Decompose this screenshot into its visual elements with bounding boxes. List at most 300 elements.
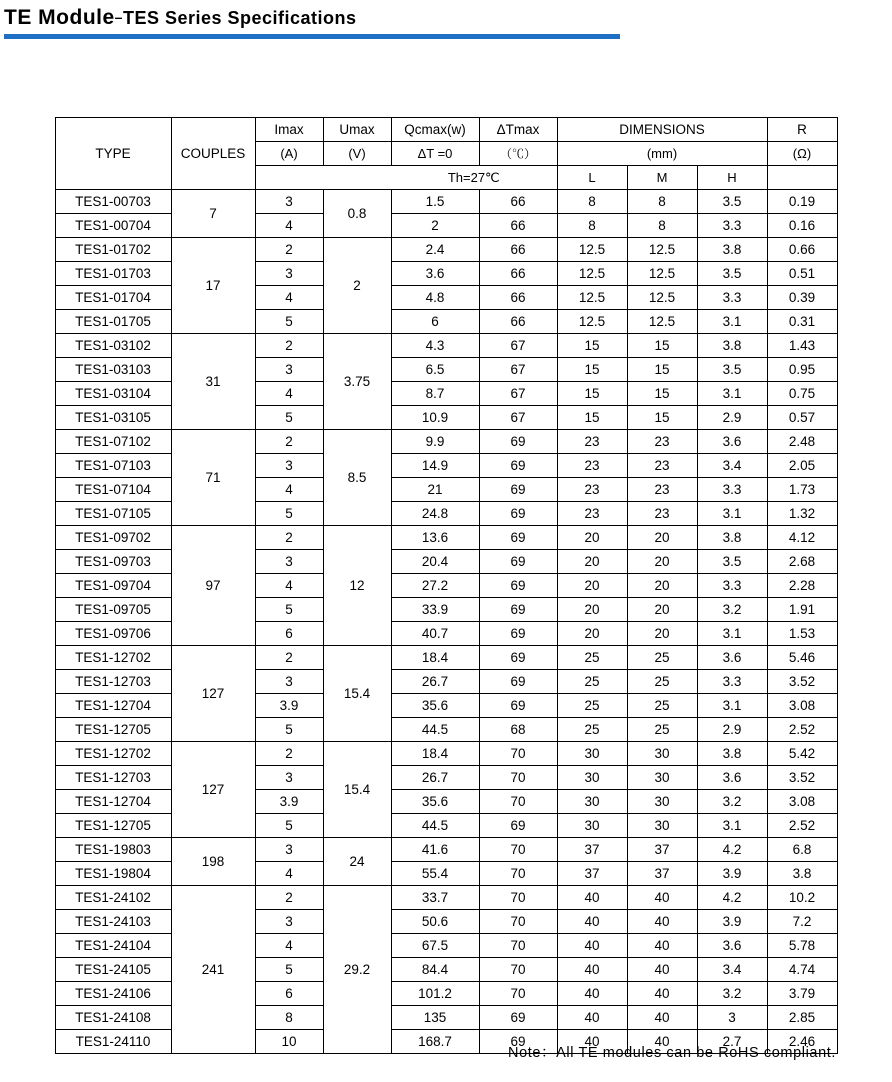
cell-h: 3.8 [697, 334, 767, 358]
cell-l: 20 [557, 598, 627, 622]
cell-umax: 15.4 [323, 742, 391, 838]
cell-r: 0.51 [767, 262, 837, 286]
cell-dtmax: 69 [479, 670, 557, 694]
cell-couples: 127 [171, 742, 255, 838]
cell-m: 30 [627, 814, 697, 838]
cell-l: 20 [557, 622, 627, 646]
cell-l: 15 [557, 334, 627, 358]
cell-imax: 4 [255, 286, 323, 310]
cell-dtmax: 67 [479, 382, 557, 406]
cell-type: TES1-07105 [55, 502, 171, 526]
cell-r: 1.43 [767, 334, 837, 358]
cell-l: 25 [557, 646, 627, 670]
cell-r: 0.75 [767, 382, 837, 406]
cell-dtmax: 69 [479, 454, 557, 478]
cell-h: 3.5 [697, 190, 767, 214]
cell-m: 40 [627, 886, 697, 910]
cell-qcmax: 4.3 [391, 334, 479, 358]
cell-dtmax: 66 [479, 310, 557, 334]
cell-type: TES1-09703 [55, 550, 171, 574]
cell-imax: 3 [255, 550, 323, 574]
cell-qcmax: 101.2 [391, 982, 479, 1006]
specifications-table [55, 117, 838, 1054]
cell-h: 3.3 [697, 478, 767, 502]
cell-type: TES1-09706 [55, 622, 171, 646]
cell-type: TES1-07103 [55, 454, 171, 478]
cell-h: 3.1 [697, 382, 767, 406]
cell-dtmax: 70 [479, 790, 557, 814]
cell-imax: 4 [255, 934, 323, 958]
cell-qcmax: 13.6 [391, 526, 479, 550]
cell-imax: 4 [255, 574, 323, 598]
header-imax: Imax [255, 118, 323, 142]
cell-l: 40 [557, 1030, 627, 1054]
cell-umax: 2 [323, 238, 391, 334]
cell-imax: 6 [255, 982, 323, 1006]
page-header [0, 0, 892, 39]
cell-l: 40 [557, 886, 627, 910]
cell-umax: 0.8 [323, 190, 391, 238]
cell-umax: 8.5 [323, 430, 391, 526]
cell-m: 23 [627, 454, 697, 478]
cell-qcmax: 44.5 [391, 814, 479, 838]
cell-imax: 3 [255, 910, 323, 934]
cell-m: 25 [627, 694, 697, 718]
cell-h: 4.2 [697, 886, 767, 910]
cell-qcmax: 135 [391, 1006, 479, 1030]
table-row [55, 646, 837, 670]
header-dim-m: M [627, 166, 697, 190]
cell-type: TES1-03102 [55, 334, 171, 358]
page-title [4, 6, 892, 30]
cell-r: 2.85 [767, 1006, 837, 1030]
cell-imax: 3 [255, 766, 323, 790]
cell-type: TES1-00703 [55, 190, 171, 214]
cell-l: 12.5 [557, 286, 627, 310]
cell-dtmax: 69 [479, 598, 557, 622]
cell-imax: 2 [255, 526, 323, 550]
cell-type: TES1-24110 [55, 1030, 171, 1054]
page-title-main: TE Module [4, 6, 115, 29]
cell-l: 23 [557, 502, 627, 526]
cell-dtmax: 67 [479, 406, 557, 430]
cell-dtmax: 70 [479, 958, 557, 982]
cell-type: TES1-01702 [55, 238, 171, 262]
cell-imax: 4 [255, 478, 323, 502]
cell-dtmax: 70 [479, 886, 557, 910]
cell-imax: 5 [255, 814, 323, 838]
cell-imax: 3 [255, 262, 323, 286]
header-imax-unit: (A) [255, 142, 323, 166]
cell-type: TES1-12702 [55, 646, 171, 670]
cell-l: 37 [557, 862, 627, 886]
cell-imax: 2 [255, 238, 323, 262]
cell-h: 3.1 [697, 694, 767, 718]
cell-l: 40 [557, 910, 627, 934]
cell-r: 1.32 [767, 502, 837, 526]
cell-r: 2.68 [767, 550, 837, 574]
cell-qcmax: 33.7 [391, 886, 479, 910]
cell-l: 23 [557, 478, 627, 502]
cell-imax: 4 [255, 862, 323, 886]
cell-m: 12.5 [627, 238, 697, 262]
cell-couples: 7 [171, 190, 255, 238]
cell-dtmax: 69 [479, 550, 557, 574]
cell-imax: 3 [255, 358, 323, 382]
cell-type: TES1-07102 [55, 430, 171, 454]
cell-qcmax: 10.9 [391, 406, 479, 430]
cell-dtmax: 70 [479, 862, 557, 886]
header-umax-unit: (V) [323, 142, 391, 166]
cell-dtmax: 66 [479, 238, 557, 262]
cell-dtmax: 70 [479, 982, 557, 1006]
cell-type: TES1-09705 [55, 598, 171, 622]
cell-dtmax: 66 [479, 286, 557, 310]
cell-h: 3.2 [697, 598, 767, 622]
cell-qcmax: 44.5 [391, 718, 479, 742]
cell-dtmax: 69 [479, 1030, 557, 1054]
cell-r: 0.39 [767, 286, 837, 310]
cell-m: 37 [627, 862, 697, 886]
cell-l: 23 [557, 430, 627, 454]
cell-m: 40 [627, 934, 697, 958]
cell-umax: 15.4 [323, 646, 391, 742]
header-divider [4, 34, 620, 39]
cell-r: 2.48 [767, 430, 837, 454]
cell-type: TES1-12704 [55, 694, 171, 718]
table-row [55, 742, 837, 766]
header-dim-l: L [557, 166, 627, 190]
cell-type: TES1-00704 [55, 214, 171, 238]
cell-m: 12.5 [627, 310, 697, 334]
cell-dtmax: 66 [479, 262, 557, 286]
cell-r: 5.42 [767, 742, 837, 766]
table-row [55, 838, 837, 862]
cell-h: 3.3 [697, 286, 767, 310]
cell-m: 40 [627, 958, 697, 982]
cell-h: 3.1 [697, 622, 767, 646]
cell-qcmax: 8.7 [391, 382, 479, 406]
cell-r: 6.8 [767, 838, 837, 862]
cell-qcmax: 55.4 [391, 862, 479, 886]
cell-l: 40 [557, 1006, 627, 1030]
cell-imax: 5 [255, 406, 323, 430]
cell-m: 40 [627, 1030, 697, 1054]
cell-imax: 3 [255, 454, 323, 478]
cell-r: 0.57 [767, 406, 837, 430]
cell-l: 8 [557, 214, 627, 238]
cell-h: 2.7 [697, 1030, 767, 1054]
cell-l: 12.5 [557, 262, 627, 286]
table-body [55, 190, 837, 1054]
cell-couples: 31 [171, 334, 255, 430]
header-dimensions: DIMENSIONS [557, 118, 767, 142]
cell-r: 0.95 [767, 358, 837, 382]
cell-m: 8 [627, 214, 697, 238]
cell-h: 3.3 [697, 574, 767, 598]
cell-r: 1.91 [767, 598, 837, 622]
cell-imax: 5 [255, 718, 323, 742]
header-qcmax: Qcmax(w) [391, 118, 479, 142]
cell-dtmax: 68 [479, 718, 557, 742]
cell-imax: 3 [255, 190, 323, 214]
cell-dtmax: 66 [479, 190, 557, 214]
cell-m: 23 [627, 430, 697, 454]
cell-h: 3.5 [697, 262, 767, 286]
cell-imax: 5 [255, 310, 323, 334]
cell-type: TES1-12705 [55, 814, 171, 838]
cell-qcmax: 18.4 [391, 742, 479, 766]
cell-h: 3.1 [697, 310, 767, 334]
cell-h: 3.2 [697, 790, 767, 814]
cell-type: TES1-19804 [55, 862, 171, 886]
cell-type: TES1-24108 [55, 1006, 171, 1030]
header-dtmax-unit: （℃） [479, 142, 557, 166]
cell-h: 3.6 [697, 430, 767, 454]
cell-qcmax: 2 [391, 214, 479, 238]
cell-l: 20 [557, 526, 627, 550]
cell-m: 30 [627, 742, 697, 766]
cell-type: TES1-24104 [55, 934, 171, 958]
cell-imax: 2 [255, 886, 323, 910]
cell-couples: 97 [171, 526, 255, 646]
cell-imax: 6 [255, 622, 323, 646]
cell-type: TES1-24103 [55, 910, 171, 934]
cell-h: 2.9 [697, 718, 767, 742]
cell-type: TES1-24106 [55, 982, 171, 1006]
cell-m: 37 [627, 838, 697, 862]
table-row [55, 190, 837, 214]
header-r-unit: (Ω) [767, 142, 837, 166]
cell-m: 20 [627, 550, 697, 574]
cell-type: TES1-01704 [55, 286, 171, 310]
cell-m: 25 [627, 670, 697, 694]
cell-m: 15 [627, 334, 697, 358]
cell-h: 3.9 [697, 910, 767, 934]
header-r: R [767, 118, 837, 142]
cell-l: 15 [557, 406, 627, 430]
cell-l: 12.5 [557, 238, 627, 262]
cell-dtmax: 70 [479, 910, 557, 934]
footer-note: Note：All TE modules can be RoHS compliant. [508, 1045, 836, 1061]
cell-qcmax: 9.9 [391, 430, 479, 454]
cell-qcmax: 21 [391, 478, 479, 502]
cell-qcmax: 14.9 [391, 454, 479, 478]
header-qcmax-condition: ΔT =0 [391, 142, 479, 166]
cell-l: 20 [557, 574, 627, 598]
cell-qcmax: 4.8 [391, 286, 479, 310]
cell-type: TES1-03103 [55, 358, 171, 382]
cell-l: 37 [557, 838, 627, 862]
cell-m: 40 [627, 982, 697, 1006]
cell-h: 3.3 [697, 214, 767, 238]
cell-imax: 2 [255, 430, 323, 454]
table-row [55, 526, 837, 550]
cell-h: 3.1 [697, 814, 767, 838]
header-type: TYPE [55, 118, 171, 190]
page-title-dash: – [114, 9, 123, 25]
table-row [55, 238, 837, 262]
cell-h: 3.8 [697, 742, 767, 766]
cell-dtmax: 69 [479, 1006, 557, 1030]
cell-type: TES1-12704 [55, 790, 171, 814]
cell-r: 2.52 [767, 814, 837, 838]
cell-dtmax: 67 [479, 358, 557, 382]
cell-type: TES1-24105 [55, 958, 171, 982]
table-header [55, 118, 837, 190]
cell-dtmax: 69 [479, 574, 557, 598]
cell-m: 15 [627, 406, 697, 430]
cell-r: 0.66 [767, 238, 837, 262]
cell-imax: 2 [255, 742, 323, 766]
header-umax: Umax [323, 118, 391, 142]
cell-dtmax: 69 [479, 430, 557, 454]
cell-imax: 3 [255, 838, 323, 862]
cell-qcmax: 18.4 [391, 646, 479, 670]
cell-m: 20 [627, 622, 697, 646]
cell-imax: 8 [255, 1006, 323, 1030]
cell-m: 20 [627, 598, 697, 622]
cell-dtmax: 70 [479, 934, 557, 958]
cell-imax: 3 [255, 670, 323, 694]
cell-imax: 5 [255, 598, 323, 622]
cell-l: 25 [557, 694, 627, 718]
cell-type: TES1-12703 [55, 766, 171, 790]
cell-qcmax: 6 [391, 310, 479, 334]
cell-qcmax: 24.8 [391, 502, 479, 526]
header-dtmax: ΔTmax [479, 118, 557, 142]
cell-m: 12.5 [627, 286, 697, 310]
cell-r: 4.74 [767, 958, 837, 982]
cell-m: 23 [627, 502, 697, 526]
cell-qcmax: 26.7 [391, 670, 479, 694]
cell-couples: 71 [171, 430, 255, 526]
cell-r: 1.53 [767, 622, 837, 646]
cell-imax: 5 [255, 502, 323, 526]
cell-r: 3.08 [767, 790, 837, 814]
cell-h: 3.4 [697, 454, 767, 478]
cell-l: 30 [557, 814, 627, 838]
table-row [55, 430, 837, 454]
cell-m: 15 [627, 358, 697, 382]
cell-r: 3.8 [767, 862, 837, 886]
cell-h: 2.9 [697, 406, 767, 430]
cell-r: 3.52 [767, 766, 837, 790]
cell-couples: 241 [171, 886, 255, 1054]
table-row [55, 886, 837, 910]
cell-h: 3.1 [697, 502, 767, 526]
cell-qcmax: 2.4 [391, 238, 479, 262]
cell-qcmax: 6.5 [391, 358, 479, 382]
cell-h: 3.6 [697, 766, 767, 790]
cell-h: 3.5 [697, 358, 767, 382]
cell-qcmax: 67.5 [391, 934, 479, 958]
cell-type: TES1-03104 [55, 382, 171, 406]
cell-l: 15 [557, 382, 627, 406]
cell-qcmax: 1.5 [391, 190, 479, 214]
cell-r: 10.2 [767, 886, 837, 910]
cell-couples: 17 [171, 238, 255, 334]
cell-umax: 24 [323, 838, 391, 886]
cell-qcmax: 3.6 [391, 262, 479, 286]
cell-m: 25 [627, 718, 697, 742]
cell-qcmax: 40.7 [391, 622, 479, 646]
cell-imax: 4 [255, 382, 323, 406]
cell-dtmax: 70 [479, 742, 557, 766]
cell-l: 15 [557, 358, 627, 382]
cell-m: 30 [627, 790, 697, 814]
cell-dtmax: 70 [479, 766, 557, 790]
cell-l: 20 [557, 550, 627, 574]
cell-h: 3.8 [697, 526, 767, 550]
cell-type: TES1-07104 [55, 478, 171, 502]
cell-h: 3.2 [697, 982, 767, 1006]
table-row [55, 334, 837, 358]
cell-r: 2.46 [767, 1030, 837, 1054]
cell-qcmax: 35.6 [391, 694, 479, 718]
cell-couples: 127 [171, 646, 255, 742]
cell-h: 3.8 [697, 238, 767, 262]
cell-qcmax: 41.6 [391, 838, 479, 862]
cell-dtmax: 69 [479, 694, 557, 718]
cell-r: 7.2 [767, 910, 837, 934]
cell-h: 3.5 [697, 550, 767, 574]
cell-m: 25 [627, 646, 697, 670]
cell-dtmax: 69 [479, 814, 557, 838]
cell-r: 0.16 [767, 214, 837, 238]
cell-h: 3 [697, 1006, 767, 1030]
header-row-1 [55, 118, 837, 142]
cell-r: 3.79 [767, 982, 837, 1006]
cell-m: 8 [627, 190, 697, 214]
cell-r: 3.08 [767, 694, 837, 718]
cell-qcmax: 84.4 [391, 958, 479, 982]
cell-type: TES1-03105 [55, 406, 171, 430]
cell-h: 3.4 [697, 958, 767, 982]
cell-type: TES1-12702 [55, 742, 171, 766]
cell-type: TES1-09704 [55, 574, 171, 598]
cell-qcmax: 26.7 [391, 766, 479, 790]
cell-r: 2.52 [767, 718, 837, 742]
cell-dtmax: 67 [479, 334, 557, 358]
cell-type: TES1-19803 [55, 838, 171, 862]
cell-imax: 4 [255, 214, 323, 238]
cell-r: 3.52 [767, 670, 837, 694]
cell-umax: 29.2 [323, 886, 391, 1054]
cell-qcmax: 50.6 [391, 910, 479, 934]
cell-imax: 3.9 [255, 790, 323, 814]
cell-type: TES1-24102 [55, 886, 171, 910]
cell-r: 1.73 [767, 478, 837, 502]
cell-l: 12.5 [557, 310, 627, 334]
cell-r: 5.46 [767, 646, 837, 670]
cell-qcmax: 27.2 [391, 574, 479, 598]
cell-h: 3.9 [697, 862, 767, 886]
cell-qcmax: 168.7 [391, 1030, 479, 1054]
cell-l: 40 [557, 958, 627, 982]
cell-dtmax: 69 [479, 622, 557, 646]
cell-r: 4.12 [767, 526, 837, 550]
cell-dtmax: 69 [479, 478, 557, 502]
cell-h: 4.2 [697, 838, 767, 862]
cell-qcmax: 20.4 [391, 550, 479, 574]
cell-r: 0.31 [767, 310, 837, 334]
cell-umax: 3.75 [323, 334, 391, 430]
cell-type: TES1-12703 [55, 670, 171, 694]
cell-l: 25 [557, 670, 627, 694]
header-dim-h: H [697, 166, 767, 190]
header-th-condition: Th=27℃ [391, 166, 557, 190]
